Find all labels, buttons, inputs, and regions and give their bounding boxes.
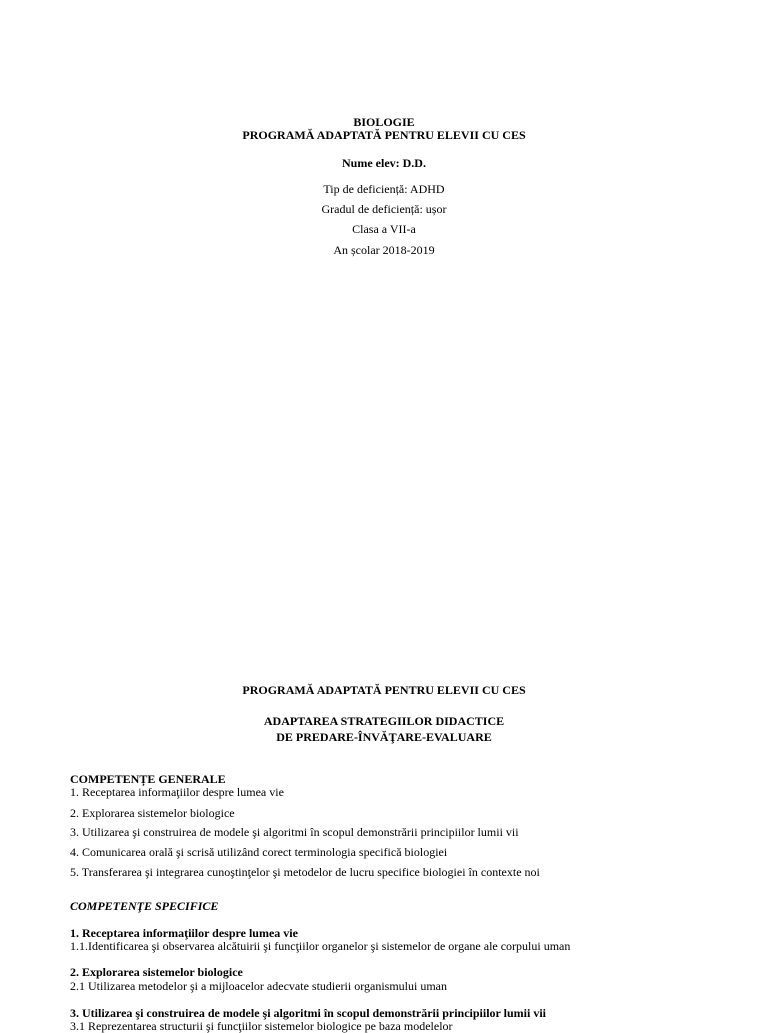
- specific-group-title: 3. Utilizarea şi construirea de modele şi algoritmi în scopul demonstrării principiilor lumii vii: [70, 1006, 546, 1020]
- adaptation-title-line1: ADAPTAREA STRATEGIILOR DIDACTICE: [263, 714, 505, 728]
- subject-title: BIOLOGIE: [353, 115, 415, 129]
- section-program-title: PROGRAMĂ ADAPTATĂ PENTRU ELEVII CU CES: [242, 683, 526, 697]
- specific-competence-item: 3.1 Reprezentarea structurii şi funcţiilor sistemelor biologice pe baza modelelor: [70, 1019, 453, 1033]
- adaptation-title-line2: DE PREDARE-ÎNVĂŢARE-EVALUARE: [276, 730, 492, 744]
- general-competence-item: 5. Transferarea şi integrarea cunoştinţelor şi metodelor de lucru specifice biologiei în contexte noi: [70, 865, 540, 879]
- general-competence-item: 4. Comunicarea orală şi scrisă utilizând corect terminologia specifică biologiei: [70, 845, 448, 859]
- program-title: PROGRAMĂ ADAPTATĂ PENTRU ELEVII CU CES: [242, 128, 526, 142]
- deficiency-type: Tip de deficiență: ADHD: [323, 182, 445, 196]
- specific-competence-item: 2.1 Utilizarea metodelor şi a mijloacelor adecvate studierii organismului uman: [70, 979, 447, 993]
- general-competences-heading: COMPETENȚE GENERALE: [70, 772, 226, 786]
- general-competence-item: 3. Utilizarea şi construirea de modele şi algoritmi în scopul demonstrării principiilor lumii vii: [70, 825, 519, 839]
- specific-group-title: 2. Explorarea sistemelor biologice: [70, 965, 243, 979]
- specific-competences-heading: COMPETENŢE SPECIFICE: [70, 899, 219, 913]
- class-label: Clasa a VII-a: [352, 222, 416, 236]
- general-competence-item: 1. Receptarea informaţiilor despre lumea vie: [70, 785, 284, 799]
- specific-group-title: 1. Receptarea informaţiilor despre lumea vie: [70, 926, 298, 940]
- deficiency-degree: Gradul de deficiență: ușor: [321, 202, 447, 216]
- general-competence-item: 2. Explorarea sistemelor biologice: [70, 806, 235, 820]
- school-year: An școlar 2018-2019: [333, 243, 435, 257]
- student-name: Nume elev: D.D.: [342, 156, 426, 170]
- specific-competence-item: 1.1.Identificarea şi observarea alcătuirii şi funcţiilor organelor şi sistemelor de organe ale corpului uman: [70, 939, 571, 953]
